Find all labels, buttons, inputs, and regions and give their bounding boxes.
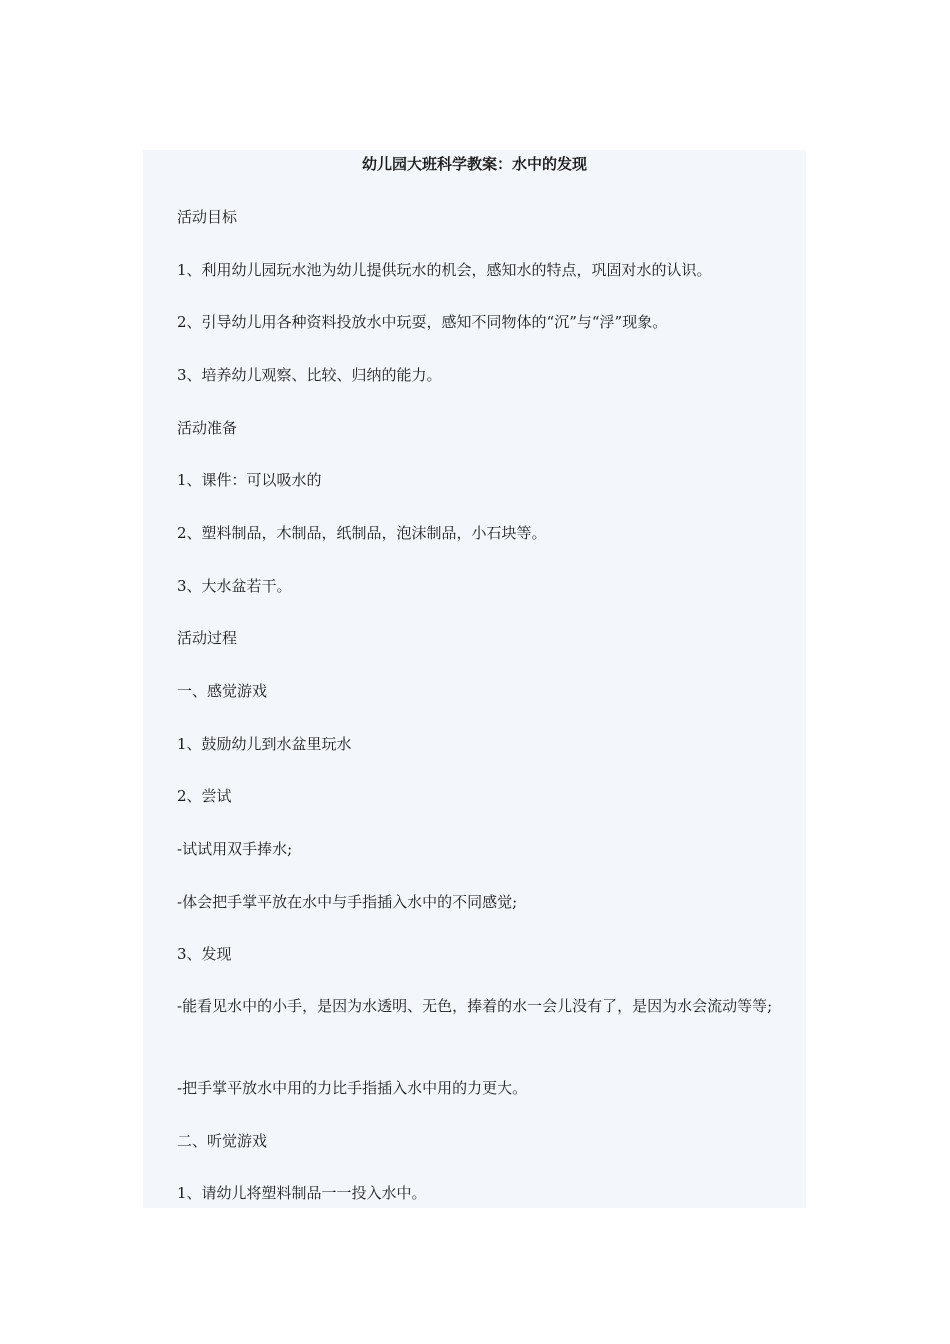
paragraph: 3、发现 (177, 945, 232, 963)
section-heading: 二、听觉游戏 (177, 1132, 268, 1150)
document-title: 幼儿园大班科学教案：水中的发现 (361, 155, 587, 173)
paragraph: 1、鼓励幼儿到水盆里玩水 (177, 735, 352, 753)
section-heading: 一、感觉游戏 (177, 682, 268, 700)
paragraph: 1、课件：可以吸水的 (177, 471, 322, 489)
paragraph: 1、利用幼儿园玩水池为幼儿提供玩水的机会，感知水的特点，巩固对水的认识。 (177, 261, 712, 279)
paragraph: 2、塑料制品，木制品，纸制品，泡沫制品，小石块等。 (177, 524, 547, 542)
paragraph: 2、尝试 (177, 787, 232, 805)
heading-activity-goals: 活动目标 (177, 208, 238, 226)
paragraph: 2、引导幼儿用各种资料投放水中玩耍，感知不同物体的“沉”与“浮”现象。 (177, 313, 668, 331)
paragraph: 1、请幼儿将塑料制品一一投入水中。 (177, 1184, 427, 1202)
heading-activity-preparation: 活动准备 (177, 419, 238, 437)
paragraph: 3、培养幼儿观察、比较、归纳的能力。 (177, 366, 442, 384)
heading-activity-process: 活动过程 (177, 629, 238, 647)
document-page (143, 150, 806, 1208)
paragraph: -试试用双手捧水; (177, 840, 293, 858)
paragraph: -体会把手掌平放在水中与手指插入水中的不同感觉; (177, 893, 518, 911)
paragraph: -能看见水中的小手，是因为水透明、无色，捧着的水一会儿没有了，是因为水会流动等等; (177, 997, 773, 1015)
paragraph: -把手掌平放水中用的力比手指插入水中用的力更大。 (177, 1079, 528, 1097)
paragraph: 3、大水盆若干。 (177, 577, 292, 595)
